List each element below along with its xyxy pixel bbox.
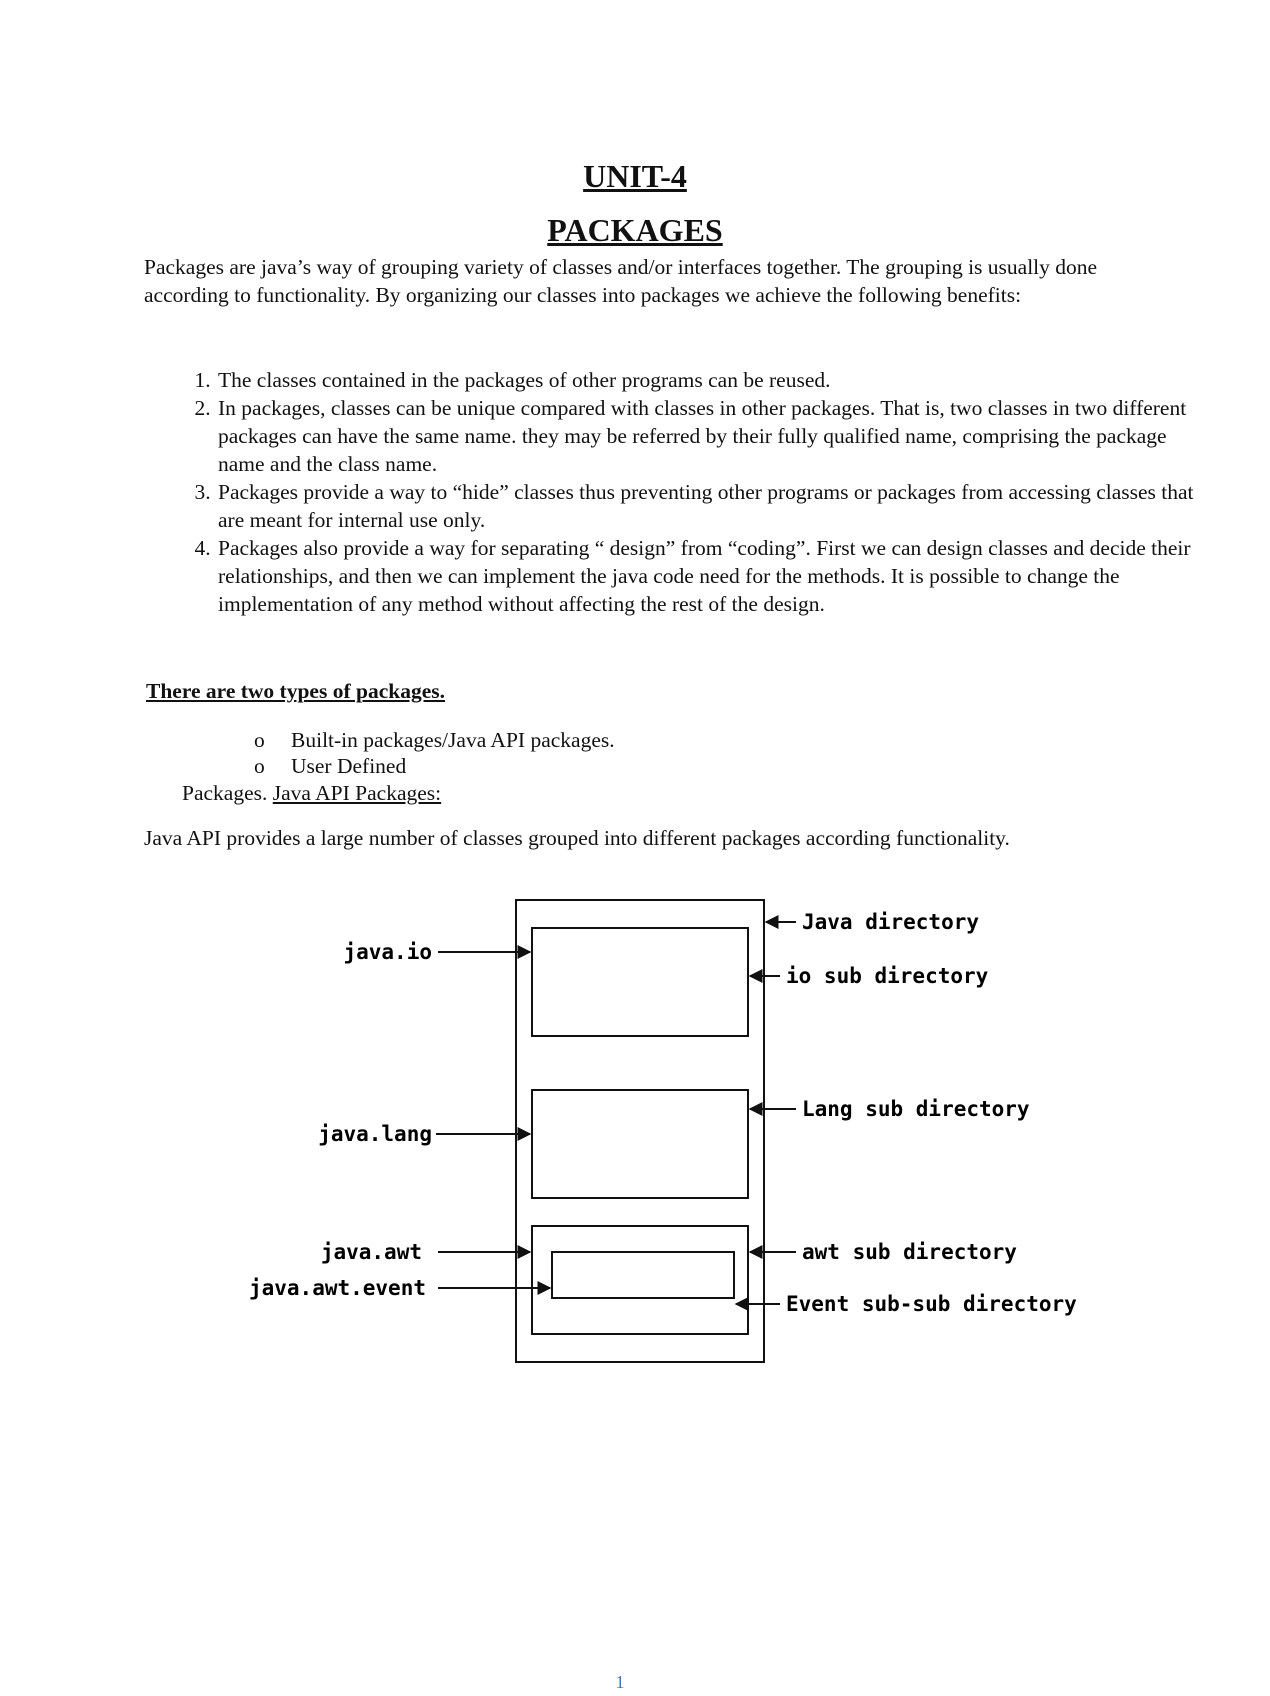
list-item — [254, 727, 615, 753]
page-title: PACKAGES — [547, 212, 723, 248]
page-number: 1 — [615, 1672, 625, 1692]
package-types-list — [254, 727, 615, 779]
list-item: 4. Packages also provide a way for separating “ design” from “coding”. First we can design classes and decide their relationships, and then we can implement the java code need for the methods. It is possible to change the implementation of any method without affecting the rest of the design. — [216, 534, 1196, 618]
types-heading: There are two types of packages. — [146, 679, 445, 703]
io-sub-directory-label: io sub directory — [786, 964, 989, 988]
java-api-packages-heading: Java API Packages: — [272, 781, 442, 805]
lang-sub-directory-label: Lang sub directory — [802, 1097, 1030, 1121]
benefits-list — [144, 366, 1196, 618]
lang-directory-box — [532, 1090, 748, 1198]
bullet-icon: o — [254, 754, 265, 778]
awt-directory-box — [532, 1226, 748, 1334]
java-io-label: java.io — [343, 940, 432, 964]
list-item: 3. Packages provide a way to “hide” classes thus preventing other programs or packages from accessing classes that are meant for internal use only. — [216, 478, 1196, 534]
event-sub-sub-directory-label: Event sub-sub directory — [786, 1292, 1077, 1316]
list-item — [254, 753, 615, 779]
io-directory-box — [532, 928, 748, 1036]
list-item: 1. The classes contained in the packages of other programs can be reused. — [216, 366, 1196, 394]
packages-line — [182, 779, 441, 807]
java-awt-event-label: java.awt.event — [248, 1276, 426, 1300]
java-awt-label: java.awt — [320, 1240, 422, 1264]
awt-sub-directory-label: awt sub directory — [802, 1240, 1017, 1264]
list-item-label: User Defined — [291, 754, 407, 778]
event-directory-box — [552, 1252, 734, 1298]
java-directory-box — [516, 900, 764, 1362]
unit-title: UNIT-4 — [583, 158, 687, 194]
list-item-label: Built-in packages/Java API packages. — [291, 728, 615, 752]
api-description: Java API provides a large number of classes grouped into different packages according functionality. — [144, 826, 1010, 850]
intro-paragraph: Packages are java’s way of grouping variety of classes and/or interfaces together. The grouping is usually done according to functionality. By organizing our classes into packages we achieve the following benefits: — [144, 255, 1098, 307]
packages-prefix: Packages. — [182, 781, 268, 805]
bullet-icon: o — [254, 728, 265, 752]
list-item: 2. In packages, classes can be unique compared with classes in other packages. That is, two classes in two different packages can have the same name. they may be referred by their fully qualified name, comprising the package name and the class name. — [216, 394, 1196, 478]
package-directory-diagram — [248, 890, 1077, 1370]
java-directory-label: Java directory — [802, 910, 980, 934]
java-lang-label: java.lang — [318, 1122, 432, 1146]
